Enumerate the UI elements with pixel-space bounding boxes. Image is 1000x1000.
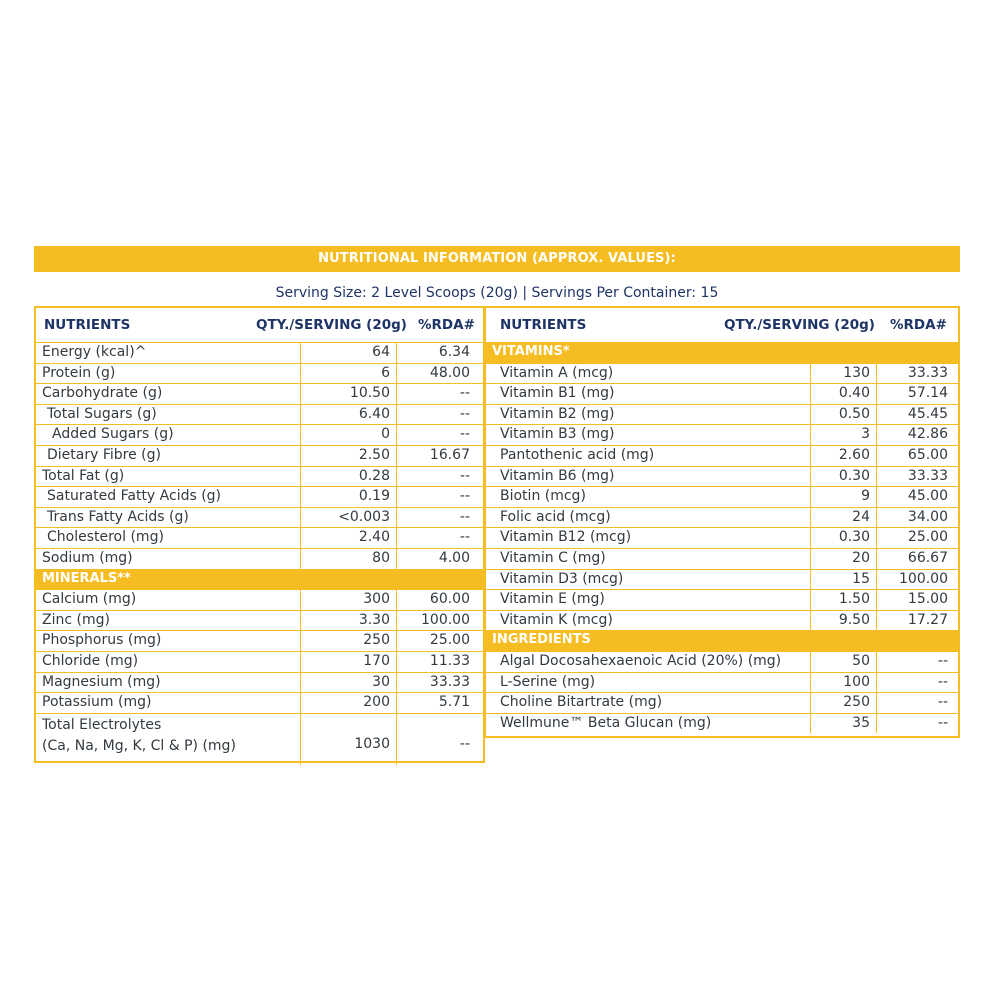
nutrient-qty: 1030	[354, 735, 390, 752]
nutrient-qty: 0.28	[358, 467, 390, 484]
ingredients-section	[486, 630, 958, 651]
nutrient-name: Trans Fatty Acids (g)	[47, 508, 189, 525]
vitamins-section-label: VITAMINS*	[492, 344, 570, 359]
nutrient-rda: --	[459, 508, 470, 525]
nutrient-rda: 42.86	[907, 426, 948, 443]
nutrient-name: Sodium (mg)	[42, 550, 133, 566]
table-row	[486, 527, 958, 548]
nutrient-rda: 57.14	[907, 385, 948, 402]
table-row	[486, 713, 958, 734]
nutrient-rda: --	[937, 694, 948, 711]
table-row	[36, 527, 483, 548]
nutrient-qty: 0	[381, 426, 390, 443]
nutrient-qty: 20	[852, 550, 870, 566]
nutrient-name: Carbohydrate (g)	[42, 385, 163, 402]
nutrient-qty: 3.30	[358, 611, 390, 628]
table-row	[36, 651, 483, 672]
nutrient-qty: 24	[852, 508, 870, 525]
table-row	[36, 424, 483, 445]
table-row	[36, 610, 483, 631]
nutrient-qty: 250	[363, 632, 390, 649]
table-header	[36, 308, 483, 342]
nutrient-name: Biotin (mcg)	[500, 488, 586, 505]
nutrient-qty: 200	[363, 694, 390, 711]
nutrient-qty: 30	[372, 673, 390, 690]
nutrient-name: Chloride (mg)	[42, 653, 139, 669]
nutrient-rda: 25.00	[429, 632, 470, 649]
nutrient-name	[42, 715, 236, 757]
nutrient-rda: --	[459, 426, 470, 443]
table-row	[36, 630, 483, 651]
nutrient-rda: 33.33	[429, 673, 470, 690]
nutrient-name: Added Sugars (g)	[52, 426, 174, 443]
nutrient-qty: 0.30	[838, 467, 870, 484]
nutrient-name: Phosphorus (mg)	[42, 632, 162, 649]
table-row	[36, 589, 483, 610]
nutrient-rda: 45.00	[907, 488, 948, 505]
minerals-section-label: MINERALS**	[42, 570, 131, 586]
nutrient-rda: --	[459, 405, 470, 422]
nutrient-qty: 6.40	[358, 405, 390, 422]
table-row	[486, 404, 958, 425]
nutrient-qty: 35	[852, 714, 870, 731]
nutrient-qty: 0.40	[838, 385, 870, 402]
nutrient-name: Vitamin D3 (mcg)	[500, 570, 624, 587]
nutrient-rda: 33.33	[907, 364, 948, 381]
nutrient-name: Wellmune™ Beta Glucan (mg)	[500, 714, 712, 731]
nutrient-rda: --	[459, 385, 470, 402]
nutrient-rda: 15.00	[907, 591, 948, 608]
nutrient-name: Vitamin E (mg)	[500, 591, 605, 608]
nutrient-rda: --	[937, 673, 948, 690]
nutrients-table-left	[34, 306, 485, 763]
ingredients-section-label: INGREDIENTS	[492, 632, 591, 648]
table-row	[486, 672, 958, 693]
nutrient-name: Dietary Fibre (g)	[47, 447, 161, 463]
nutrient-rda: 66.67	[907, 550, 948, 566]
table-row	[486, 589, 958, 610]
nutrient-qty: 300	[363, 591, 390, 608]
table-row	[486, 692, 958, 713]
nutrient-qty: 50	[852, 653, 870, 669]
nutrient-rda: 48.00	[429, 364, 470, 381]
electrolytes-line2: (Ca, Na, Mg, K, Cl & P) (mg)	[42, 737, 236, 754]
table-row	[36, 507, 483, 528]
nutrient-qty: 10.50	[349, 385, 390, 402]
nutrient-rda: 5.71	[438, 694, 470, 711]
table-row	[36, 713, 483, 765]
nutrient-qty: 250	[843, 694, 870, 711]
table-row	[486, 548, 958, 569]
nutrient-qty: 170	[363, 653, 390, 669]
nutrient-name: Vitamin K (mcg)	[500, 611, 613, 628]
nutrient-rda: 45.45	[907, 405, 948, 422]
nutrient-name: Energy (kcal)^	[42, 344, 147, 360]
nutrient-rda: 65.00	[907, 447, 948, 463]
nutrient-name: Total Sugars (g)	[47, 405, 157, 422]
nutrient-qty: 0.30	[838, 529, 870, 546]
table-row	[36, 342, 483, 363]
nutrient-rda: --	[459, 735, 470, 752]
nutrient-name: Protein (g)	[42, 364, 116, 381]
nutrient-qty: <0.003	[338, 508, 390, 525]
nutrient-name: Vitamin C (mg)	[500, 550, 606, 566]
nutrient-name: L-Serine (mg)	[500, 673, 596, 690]
header-rda: %RDA#	[890, 317, 947, 333]
nutrient-rda: 25.00	[907, 529, 948, 546]
table-row	[36, 466, 483, 487]
table-row	[486, 445, 958, 466]
table-row	[486, 466, 958, 487]
table-row	[486, 486, 958, 507]
nutrient-rda: --	[459, 529, 470, 546]
nutrient-name: Choline Bitartrate (mg)	[500, 694, 663, 711]
nutrient-qty: 15	[852, 570, 870, 587]
nutrient-qty: 80	[372, 550, 390, 566]
nutrients-table-right	[484, 306, 960, 738]
nutrient-rda: 17.27	[907, 611, 948, 628]
nutrition-banner: NUTRITIONAL INFORMATION (APPROX. VALUES):	[34, 246, 960, 272]
table-row	[486, 610, 958, 631]
nutrient-rda: 100.00	[899, 570, 948, 587]
electrolytes-line1: Total Electrolytes	[42, 716, 162, 733]
table-row	[36, 486, 483, 507]
nutrient-name: Vitamin A (mcg)	[500, 364, 614, 381]
table-row	[486, 424, 958, 445]
nutrient-rda: 6.34	[438, 344, 470, 360]
table-row	[486, 651, 958, 672]
header-rda: %RDA#	[418, 317, 475, 333]
nutrient-qty: 0.50	[838, 405, 870, 422]
header-qty: QTY./SERVING (20g)	[256, 317, 407, 333]
nutrient-rda: 4.00	[438, 550, 470, 566]
nutrient-rda: --	[937, 653, 948, 669]
header-nutrients: NUTRIENTS	[500, 317, 587, 333]
header-qty: QTY./SERVING (20g)	[724, 317, 875, 333]
nutrient-rda: 11.33	[429, 653, 470, 669]
nutrient-name: Calcium (mg)	[42, 591, 137, 608]
vitamins-section	[486, 342, 958, 363]
nutrient-rda: --	[459, 488, 470, 505]
nutrient-name: Vitamin B1 (mg)	[500, 385, 615, 402]
table-row	[36, 383, 483, 404]
table-row	[486, 383, 958, 404]
nutrient-name: Pantothenic acid (mg)	[500, 447, 655, 463]
header-nutrients: NUTRIENTS	[44, 317, 131, 333]
nutrient-qty: 6	[381, 364, 390, 381]
nutrient-name: Vitamin B2 (mg)	[500, 405, 615, 422]
table-row	[36, 445, 483, 466]
table-header	[486, 308, 958, 342]
nutrient-qty: 1.50	[838, 591, 870, 608]
nutrient-qty: 9	[861, 488, 870, 505]
nutrient-name: Magnesium (mg)	[42, 673, 161, 690]
nutrient-qty: 130	[843, 364, 870, 381]
nutrient-qty: 64	[372, 344, 390, 360]
nutrient-name: Potassium (mg)	[42, 694, 152, 711]
serving-info: Serving Size: 2 Level Scoops (20g) | Servings Per Container: 15	[275, 285, 719, 301]
nutrient-rda: 60.00	[429, 591, 470, 608]
nutrient-rda: 100.00	[421, 611, 470, 628]
nutrient-rda: --	[937, 714, 948, 731]
nutrient-qty: 9.50	[838, 611, 870, 628]
nutrient-name: Folic acid (mcg)	[500, 508, 611, 525]
nutrient-name: Saturated Fatty Acids (g)	[47, 488, 222, 505]
table-row	[486, 363, 958, 384]
table-row	[36, 548, 483, 569]
nutrient-qty: 100	[843, 673, 870, 690]
nutrient-rda: --	[459, 467, 470, 484]
nutrient-name: Vitamin B6 (mg)	[500, 467, 615, 484]
table-row	[36, 672, 483, 693]
table-row	[36, 404, 483, 425]
nutrient-name: Zinc (mg)	[42, 611, 110, 628]
nutrient-name: Algal Docosahexaenoic Acid (20%) (mg)	[500, 653, 782, 669]
nutrient-qty: 2.60	[838, 447, 870, 463]
minerals-section	[36, 569, 483, 590]
nutrient-rda: 16.67	[429, 447, 470, 463]
nutrient-name: Total Fat (g)	[42, 467, 125, 484]
nutrient-name: Cholesterol (mg)	[47, 529, 164, 546]
table-row	[486, 569, 958, 590]
nutrient-qty: 0.19	[358, 488, 390, 505]
table-row	[36, 363, 483, 384]
table-row	[486, 507, 958, 528]
nutrient-qty: 3	[861, 426, 870, 443]
nutrient-qty: 2.40	[358, 529, 390, 546]
nutrient-name: Vitamin B3 (mg)	[500, 426, 615, 443]
nutrient-rda: 33.33	[907, 467, 948, 484]
table-row	[36, 692, 483, 713]
nutrient-rda: 34.00	[907, 508, 948, 525]
nutrient-name: Vitamin B12 (mcg)	[500, 529, 632, 546]
nutrient-qty: 2.50	[358, 447, 390, 463]
